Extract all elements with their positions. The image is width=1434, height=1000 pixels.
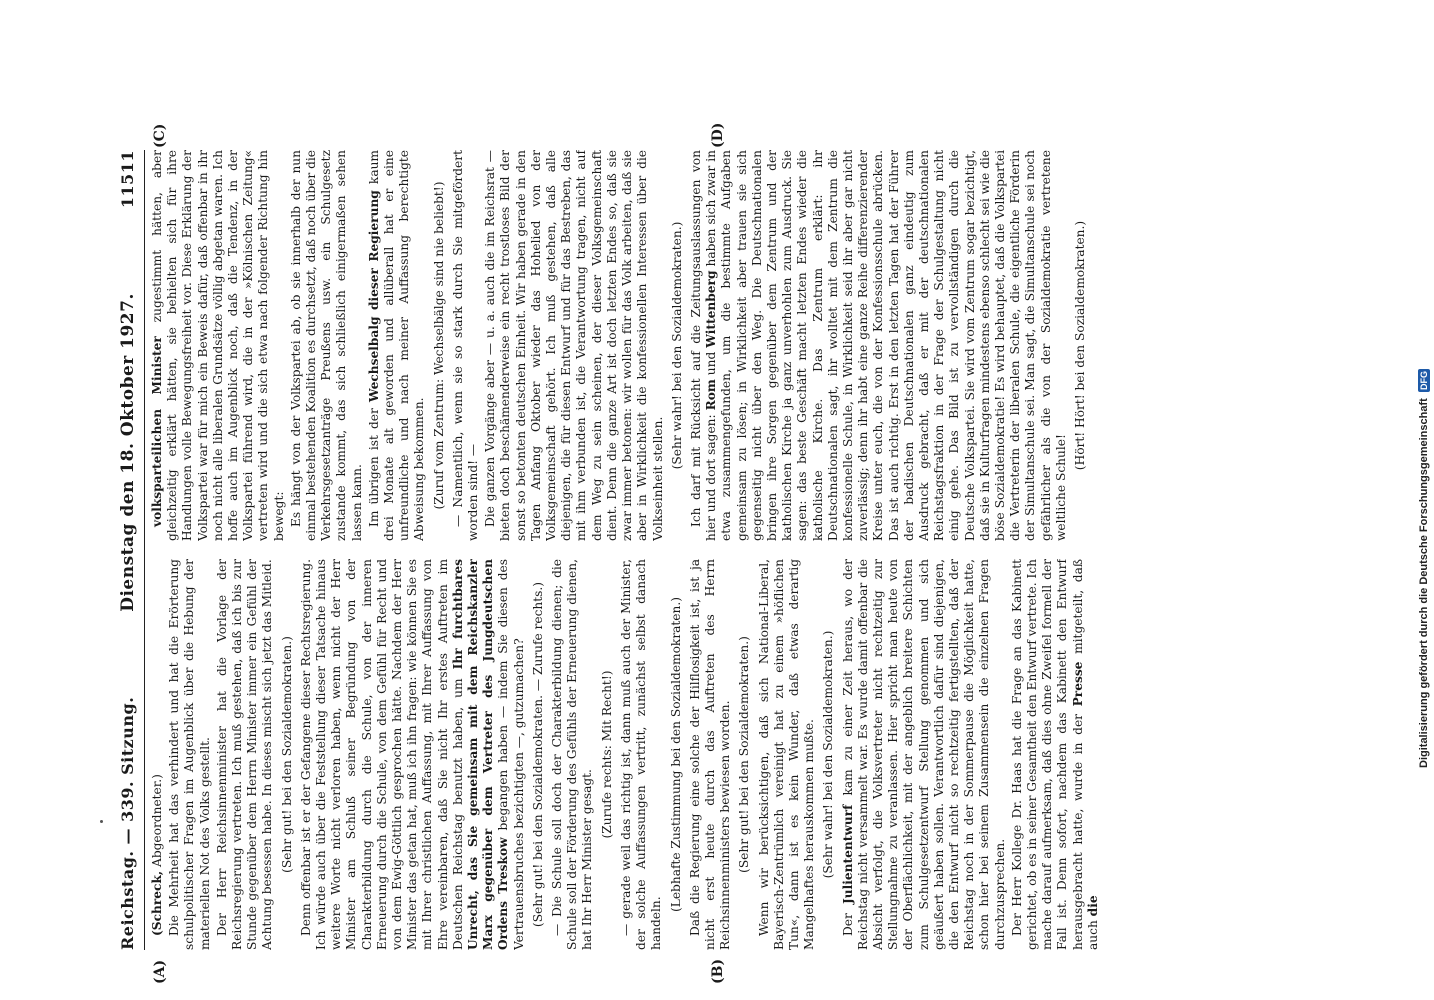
paragraph: volksparteilichen Minister zugestimmt hätten, aber gleichzeitig erklärt hätten, sie behielten sich für ihre Handlungen volle Bewegungsfreiheit vor. Diese Erklärung der Volkspartei war für mich ein Beweis dafür, daß offenbar in ihr noch nicht alle liberalen Grundsätze völlig abgetan waren. Ich hoffe auch im Augenblick noch, daß die Tendenz, in der Volkspartei führend wird, die in der »Kölnischen Zeitung« vertreten wird und die sich etwa nach folgender Richtung hin bewegt: (150, 150, 286, 541)
paragraph: — Namentlich, wenn sie so stark durch Sie mitgefördert worden sind! — (450, 150, 481, 541)
page-number: 11511 (118, 150, 137, 209)
paragraph: Der Herr Kollege Dr. Haas hat die Frage an das Kabinett gerichtet, ob es in seiner Gesamtheit den Entwurf vertrete. Ich mache darauf aufmerksam, daß dies ohne Zweifel formell der Fall ist. Denn sofort, nachdem das Kabinett den Entwurf herausgebracht hatte, wurde in der Presse mitgeteilt, daß auch die (1009, 559, 1100, 950)
interjection: (Sehr gut! bei den Sozialdemokraten.) (737, 636, 752, 873)
paragraph: Wenn wir berücksichtigen, daß sich National-Liberal, Bayerisch-Zentrümlich vereinigt hat zu einem »höflichen Tun«, dann ist es kein Wunder, daß etwas derartig Mangelhaftes herauskommen mußte. (756, 559, 817, 950)
margin-marker-c: (C) (152, 123, 168, 148)
text-columns (150, 150, 1330, 950)
paragraph: Der Herr Reichsinnenminister hat die Vorlage der Reichsregierung vertreten. Ich muß gestehen, daß ich bis zur Stunde gegenüber dem Herrn Minister immer ein Gefühl der Achtung besessen habe. In dieses mischt sich jetzt das Mitleid. (214, 559, 275, 950)
right-column (150, 150, 1330, 541)
paragraph: Der Juliententwurf kam zu einer Zeit heraus, wo der Reichstag nicht versammelt war. Es wurde damit offenbar die Absicht verfolgt, die Volksvertreter nicht rechtzeitig zur Stellungnahme zu veranlassen. Hier spricht man heute von der Oberflächlichkeit, mit der angeblich breitere Schichten zum Schulgesetzentwurf Stellung genommen und sich geäußert haben sollen. Verantwortlich dafür sind diejenigen, die den Entwurf nicht so rechtzeitig fertigstellten, daß der Reichstag noch in der Sommerpause die Möglichkeit hatte, schon hier bei seinem Zusammensein die einzelnen Fragen durchzusprechen. (840, 559, 1007, 950)
paragraph: Die ganzen Vorgänge aber — u. a. auch die im Reichsrat — bieten doch beschämenderweise ein recht trostloses Bild der sonst so betonten deutschen Einheit. Wir haben gerade in den Tagen Anfang Oktober wieder das Hohelied von der Volksgemeinschaft gehört. Ich muß gestehen, daß alle diejenigen, die für diesen Entwurf und für das Bestreben, das mit ihm verbunden ist, die Verantwortung tragen, nicht auf dem Weg zu sein scheinen, der dieser Volksgemeinschaft dient. Denn die ganze Art ist doch letzten Endes so, daß sie zwar immer betonen: wir wollen für das Volk arbeiten, daß sie aber in Wirklichkeit die konfessionellen Interessen über die Volkseinheit stellen. (483, 150, 665, 541)
scan-speck (100, 820, 103, 823)
paragraph: Die Mehrheit hat das verhindert und hat die Erörterung schulpolitischer Fragen im Augenblick über die Hebung der materiellen Not des Volks gestellt. (167, 559, 212, 950)
paragraph: — gerade weil das richtig ist, dann muß auch der Minister, der solche Auffassungen vertritt, zunächst selbst danach handeln. (618, 559, 664, 950)
left-column (150, 559, 1330, 950)
rotated-page (110, 122, 1400, 984)
paragraph: Es hängt von der Volkspartei ab, ob sie innerhalb der nun einmal bestehenden Koalition es durchsetzt, daß noch über die Verkehrsgesetzanträge Preußens usw. ein Schulgesetz zustande kommt, das sich schließlich einigermaßen sehen lassen kann. (288, 150, 364, 541)
margin-marker-a: (A) (152, 959, 168, 984)
dfg-notice-text: Digitalisierung gefördert durch die Deutsche Forschungsgemeinschaft (1418, 398, 1430, 768)
paragraph: (Schreck, Abgeordneter.) (150, 774, 164, 936)
dfg-logo: DFG (1419, 371, 1429, 391)
margin-marker-b: (B) (710, 958, 726, 984)
page-header (118, 150, 145, 950)
dfg-notice (1418, 8, 1430, 768)
interjection: (Sehr gut! bei den Sozialdemokraten. — Zurufe rechts.) (530, 581, 545, 928)
paragraph: Ich darf mit Rücksicht auf die Zeitungsauslassungen von hier und dort sagen: Rom und Wittenberg haben sich zwar in etwa zusammengefunden, um die bestimmte Aufgaben gemeinsam zu lösen; in Wirklichkeit aber trauen sie sich gegenseitig nicht über den Weg. Die Deutschnationalen bringen ihre Sorgen gegenüber dem Zentrum und der katholischen Kirche ja ganz unverhohlen zum Ausdruck. Sie sagen: das beste Geschäft macht letzten Endes wieder die katholische Kirche. Das Zentrum erklärt: ihr Deutschnationalen sagt, ihr wolltet mit dem Zentrum die konfessionelle Schule, in Wirklichkeit seid ihr aber gar nicht zuverlässig; denn ihr habt eine ganze Reihe differenzierender Kreise unter euch, die von der Konfessionsschule abrücken. Das ist auch richtig. Erst in den letzten Tagen hat der Führer der badischen Deutschnationalen ganz eindeutig zum Ausdruck gebracht, daß er mit der deutschnationalen Reichstagsfraktion in der Frage der Schulgestaltung nicht einig gehe. Das Bild ist zu vervollständigen durch die Deutsche Volkspartei. Sie wird vom Zentrum sogar bezichtigt, daß sie in Kulturfragen mindestens ebenso schlecht sei wie die böse Sozialdemokratie! Es wird behauptet, daß die Volkspartei die Vertreterin der liberalen Schule, die eigentliche Förderin der Simultanschule sei. Man sagt, die Simultanschule sei noch gefährlicher als die von der Sozialdemokratie vertretene weltliche Schule! (688, 150, 1068, 541)
margin-marker-d: (D) (710, 122, 726, 148)
header-date: Dienstag den 18. Oktober 1927. (118, 293, 138, 612)
paragraph: Denn offenbar ist er der Gefangene dieser Rechtsregierung. Ich würde auch über die Feststellung dieser Tatsache hinaus weitere Worte nicht verloren haben, wenn nicht der Herr Minister am Schluß seiner Begründung von der Charakterbildung durch die Schule, von der inneren Erneuerung durch die Schule, von dem Gefühl für Recht und von dem Ewig-Göttlich gesprochen hätte. Nachdem der Herr Minister das getan hat, muß ich ihn fragen: wie können Sie es mit Ihrer christlichen Auffassung, mit Ihrer Auffassung von Ehre vereinbaren, daß Sie nicht Ihr erstes Auftreten im Deutschen Reichstag benutzt haben, um Ihr furchtbares Unrecht, das Sie gemeinsam mit dem Reichskanzler Marx gegenüber dem Vertreter des Jungdeutschen Ordens Treskow begangen haben — indem Sie diesen des Vertrauensbruches bezichtigten —, gutzumachen? (298, 559, 526, 950)
paragraph: Daß die Regierung eine solche der Hilflosigkeit ist, ist ja nicht erst heute durch das Auftreten des Herrn Reichsinnenministers bewiesen worden. (687, 559, 733, 950)
paragraph: — Die Schule soll doch der Charakterbildung dienen; die Schule soll der Förderung des Gefühls der Erneuerung dienen, hat Ihr Herr Minister gesagt. (550, 559, 595, 950)
interjection: (Zuruf vom Zentrum: Wechselbälge sind nie beliebt!) (431, 181, 446, 510)
interjection: (Sehr wahr! bei den Sozialdemokraten.) (669, 221, 684, 470)
header-left: Reichstag. — 339. Sitzung. (118, 696, 137, 950)
interjection: (Sehr gut! bei den Sozialdemokraten.) (279, 636, 294, 873)
interjection: (Hört! Hört! bei den Sozialdemokraten.) (1072, 220, 1087, 471)
paragraph: Im übrigen ist der Wechselbalg dieser Regierung kaum drei Monate alt geworden und allüberall hat er eine unfreundliche und nach meiner Auffassung berechtigte Abweisung bekommen. (366, 150, 427, 541)
interjection: (Sehr wahr! bei den Sozialdemokraten.) (821, 630, 836, 879)
interjection: (Lebhafte Zustimmung bei den Sozialdemokraten.) (668, 597, 683, 912)
interjection: (Zurufe rechts: Mit Recht!) (599, 670, 614, 839)
